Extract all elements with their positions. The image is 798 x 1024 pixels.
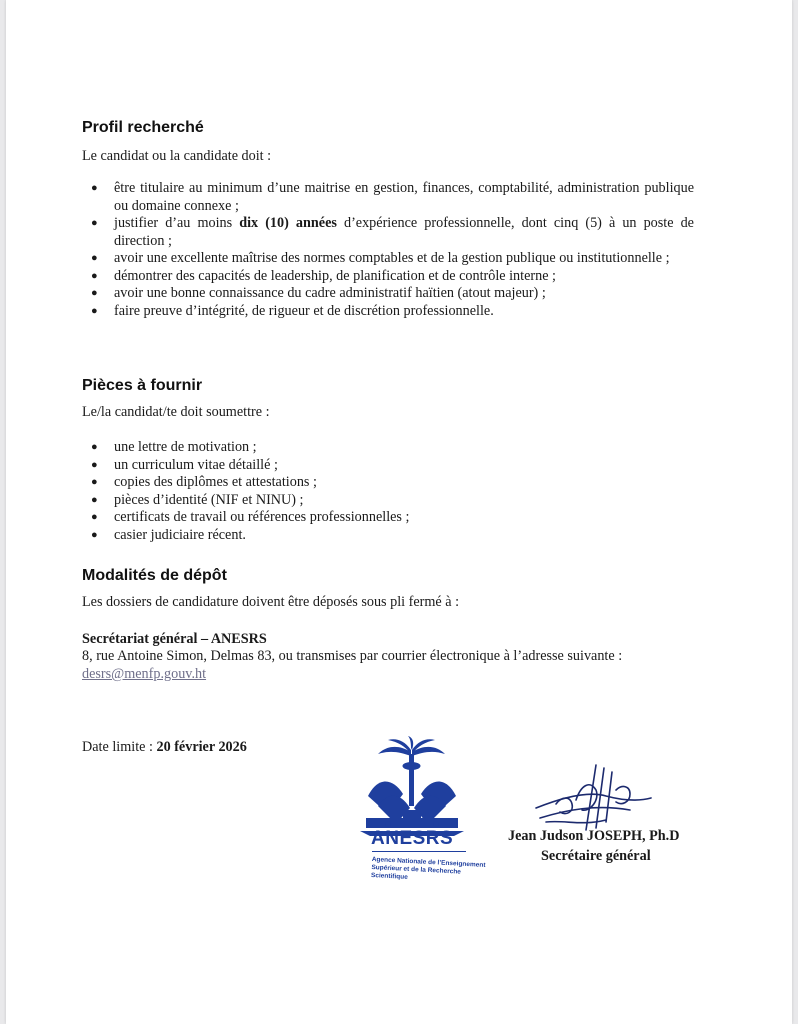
seal-acronym: ANESRS <box>371 828 454 849</box>
modalites-intro: Les dossiers de candidature doivent être déposés sous pli fermé à : <box>82 594 460 610</box>
list-item: ● faire preuve d’intégrité, de rigueur et de discrétion professionnelle. <box>91 302 494 319</box>
bullet-icon: ● <box>91 511 98 523</box>
signatory-name: Jean Judson JOSEPH, Ph.D <box>508 828 680 844</box>
seal-agency-name: Agence Nationale de l’Enseignement Supérieur et de la Recherche Scientifique <box>370 856 486 881</box>
document-page <box>6 0 792 1024</box>
list-item: ● démontrer des capacités de leadership, de planification et de contrôle interne ; <box>91 267 556 284</box>
profil-intro: Le candidat ou la candidate doit : <box>82 148 272 164</box>
pieces-intro: Le/la candidat/te doit soumettre : <box>82 404 270 420</box>
profil-list <box>82 180 694 320</box>
list-item: ● une lettre de motivation ; <box>91 439 257 455</box>
pieces-list <box>82 439 694 544</box>
bullet-icon: ● <box>91 217 98 229</box>
list-item: ● pièces d’identité (NIF et NINU) ; <box>91 491 304 508</box>
bullet-icon: ● <box>91 304 98 317</box>
profil-heading: Profil recherché <box>82 119 204 136</box>
bullet-icon: ● <box>91 458 98 471</box>
handwritten-signature-icon <box>526 760 656 860</box>
deadline: Date limite : 20 février 2026 <box>82 739 247 755</box>
list-item: ● avoir une bonne connaissance du cadre administratif haïtien (atout majeur) ; <box>91 285 546 301</box>
bullet-icon: ● <box>91 182 98 194</box>
list-item: ● un curriculum vitae détaillé ; <box>91 456 278 473</box>
list-item: ● être titulaire au minimum d’une maitrise en gestion, finances, comptabilité, administration publique ou domaine connexe ; <box>91 180 694 214</box>
pieces-heading: Pièces à fournir <box>82 377 203 394</box>
office-address: 8, rue Antoine Simon, Delmas 83, ou transmises par courrier électronique à l’adresse suivante : <box>82 648 623 664</box>
contact-email-link[interactable]: desrs@menfp.gouv.ht <box>82 666 207 682</box>
seal-divider <box>372 851 466 852</box>
modalites-heading: Modalités de dépôt <box>82 567 227 584</box>
list-item: ● certificats de travail ou références professionnelles ; <box>91 509 410 525</box>
list-item: ● copies des diplômes et attestations ; <box>91 474 317 490</box>
signatory-title: Secrétaire général <box>541 848 651 864</box>
list-item: ● casier judiciaire récent. <box>91 526 246 543</box>
bullet-icon: ● <box>91 441 98 453</box>
bullet-icon: ● <box>91 269 98 282</box>
bullet-icon: ● <box>91 287 98 299</box>
bullet-icon: ● <box>91 476 98 488</box>
bullet-icon: ● <box>91 493 98 506</box>
office-name: Secrétariat général – ANESRS <box>82 631 267 647</box>
bullet-icon: ● <box>91 252 98 264</box>
list-item: ● justifier d’au moins dix (10) années d’expérience professionnelle, dont cinq (5) à un poste de direction ; <box>91 215 694 249</box>
bullet-icon: ● <box>91 528 98 541</box>
list-item: ● avoir une excellente maîtrise des normes comptables et de la gestion publique ou institutionnelle ; <box>91 250 670 266</box>
